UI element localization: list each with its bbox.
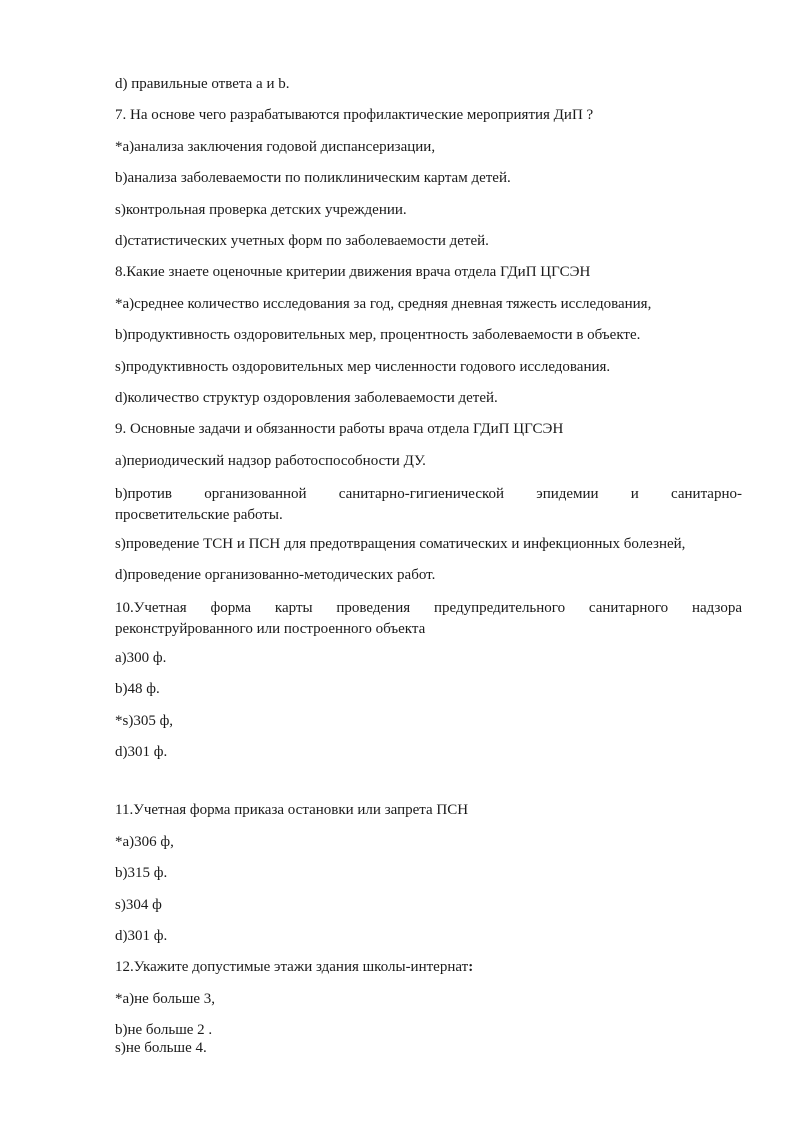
question-10-line1: 10.Учетная форма карты проведения предупредительного санитарного надзора bbox=[115, 600, 742, 617]
question-12-text: 12.Укажите допустимые этажи здания школы-интернат bbox=[115, 959, 469, 976]
question-9-option-b-line1: b)против организованной санитарно-гигиенической эпидемии и санитарно- bbox=[115, 486, 742, 503]
question-9-option-b bbox=[115, 484, 742, 526]
document-page bbox=[115, 76, 742, 1071]
question-10-option-s: *s)305 ф, bbox=[115, 712, 174, 729]
question-9-option-d: d)проведение организованно-методических работ. bbox=[115, 566, 436, 583]
question-10-option-a: а)300 ф. bbox=[115, 649, 167, 666]
question-9: 9. Основные задачи и обязанности работы врача отдела ГДиП ЦГСЭН bbox=[115, 421, 564, 438]
question-9-option-s: s)проведение ТСН и ПСН для предотвращения соматических и инфекционных болезней, bbox=[115, 535, 686, 552]
question-9-option-a: а)периодический надзор работоспособности ДУ. bbox=[115, 452, 426, 469]
question-11-option-s: s)304 ф bbox=[115, 896, 162, 913]
question-8-option-d: d)количество структур оздоровления заболеваемости детей. bbox=[115, 389, 498, 406]
question-7-option-d: d)статистических учетных форм по заболеваемости детей. bbox=[115, 232, 489, 249]
question-12 bbox=[115, 959, 742, 977]
answer-d-prev: d) правильные ответа а и b. bbox=[115, 76, 290, 92]
question-11-option-a: *а)306 ф, bbox=[115, 833, 174, 850]
question-7-option-b: b)анализа заболеваемости по поликлиническим картам детей. bbox=[115, 170, 511, 187]
question-12-colon: : bbox=[468, 959, 474, 976]
question-12-option-b: b)не больше 2 . bbox=[115, 1022, 213, 1039]
question-7-option-s: s)контрольная проверка детских учреждении. bbox=[115, 201, 407, 218]
question-8-option-a: *а)среднее количество исследования за год, средняя дневная тяжесть исследования, bbox=[115, 295, 652, 312]
question-11-option-b: b)315 ф. bbox=[115, 865, 168, 882]
question-9-option-b-line2: просветительские работы. bbox=[115, 507, 283, 524]
question-10-option-d: d)301 ф. bbox=[115, 744, 168, 761]
question-8-option-b: b)продуктивность оздоровительных мер, процентность заболеваемости в объекте. bbox=[115, 327, 641, 344]
question-10 bbox=[115, 598, 742, 640]
question-11-option-d: d)301 ф. bbox=[115, 927, 168, 944]
question-11: 11.Учетная форма приказа остановки или запрета ПСН bbox=[115, 802, 469, 819]
question-8-option-s: s)продуктивность оздоровительных мер численности годового исследования. bbox=[115, 358, 611, 375]
question-8: 8.Какие знаете оценочные критерии движения врача отдела ГДиП ЦГСЭН bbox=[115, 264, 591, 281]
question-12-option-a: *а)не больше 3, bbox=[115, 990, 216, 1007]
blank-spacer bbox=[115, 775, 742, 802]
question-10-line2: реконструйрованного или построенного объекта bbox=[115, 621, 426, 638]
question-7-option-a: *а)анализа заключения годовой диспансеризации, bbox=[115, 138, 436, 155]
question-12-option-s: s)не больше 4. bbox=[115, 1039, 207, 1056]
question-7: 7. На основе чего разрабатываются профилактические мероприятия ДиП ? bbox=[115, 107, 594, 124]
question-10-option-b: b)48 ф. bbox=[115, 681, 160, 698]
